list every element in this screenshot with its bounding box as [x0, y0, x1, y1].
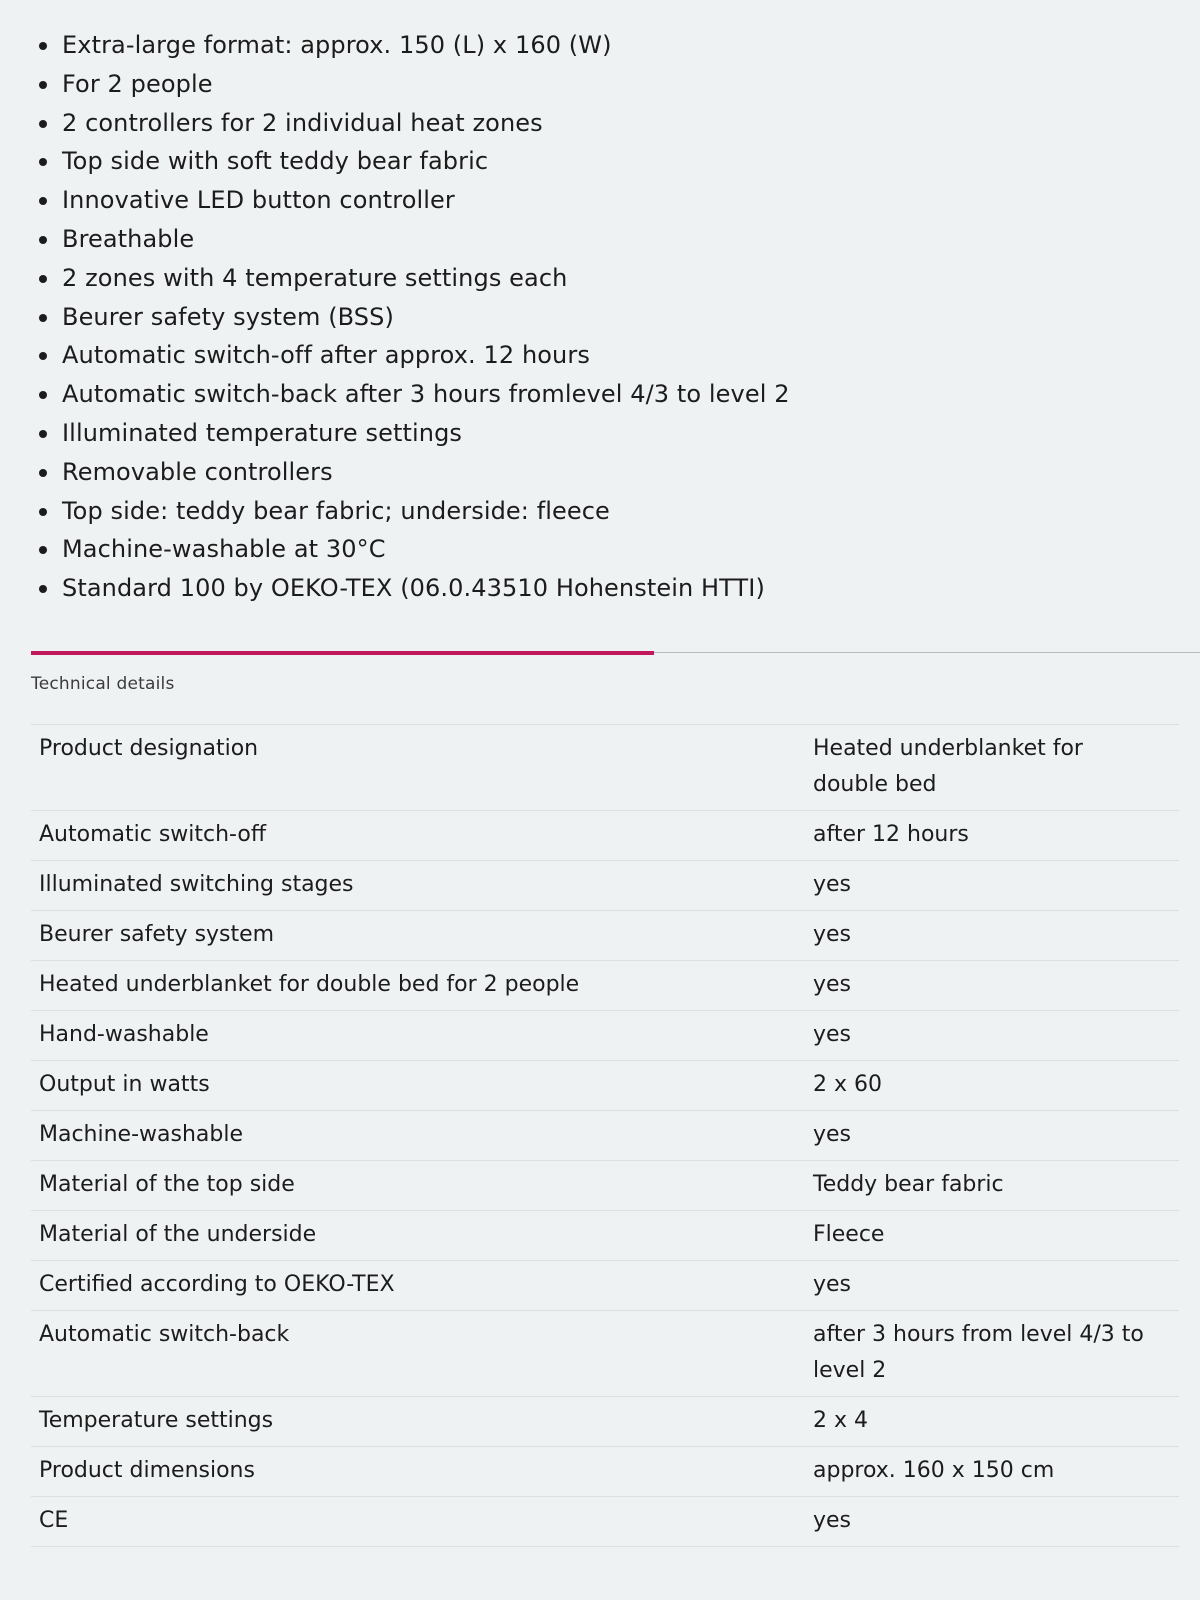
feature-list	[36, 26, 1156, 608]
table-row	[31, 911, 1179, 961]
table-row	[31, 1111, 1179, 1161]
spec-value: 2 x 60	[813, 1072, 882, 1097]
feature-text: Automatic switch-off after approx. 12 hours	[62, 341, 590, 370]
list-item	[36, 492, 1156, 531]
spec-key: Automatic switch-off	[39, 822, 267, 847]
feature-text: Top side with soft teddy bear fabric	[62, 147, 489, 176]
spec-key: Machine-washable	[39, 1122, 244, 1147]
spec-value: Teddy bear fabric	[813, 1172, 1004, 1197]
spec-key: Heated underblanket for double bed for 2 people	[39, 972, 580, 997]
spec-key: Product designation	[39, 736, 259, 761]
bullet-icon	[39, 158, 47, 166]
bullet-icon	[39, 81, 47, 89]
spec-key: Product dimensions	[39, 1458, 255, 1483]
bullet-icon	[39, 469, 47, 477]
bullet-icon	[39, 430, 47, 438]
table-row	[31, 1497, 1179, 1547]
list-item	[36, 220, 1156, 259]
spec-key: Certified according to OEKO-TEX	[39, 1272, 395, 1297]
spec-key: Material of the top side	[39, 1172, 295, 1197]
spec-value: yes	[813, 1122, 852, 1147]
list-item	[36, 142, 1156, 181]
table-row	[31, 961, 1179, 1011]
list-item	[36, 530, 1156, 569]
table-row	[31, 1061, 1179, 1111]
spec-value: approx. 160 x 150 cm	[813, 1458, 1055, 1483]
list-item	[36, 336, 1156, 375]
table-row	[31, 1261, 1179, 1311]
spec-key: Temperature settings	[39, 1408, 274, 1433]
bullet-icon	[39, 120, 47, 128]
feature-text: Top side: teddy bear fabric; underside: fleece	[62, 496, 610, 525]
feature-text: Automatic switch-back after 3 hours fromlevel 4/3 to level 2	[62, 380, 790, 409]
list-item	[36, 26, 1156, 65]
list-item	[36, 453, 1156, 492]
list-item	[36, 181, 1156, 220]
feature-text: Standard 100 by OEKO-TEX (06.0.43510 Hohenstein HTTI)	[62, 574, 765, 603]
table-row	[31, 1311, 1179, 1397]
list-item	[36, 65, 1156, 104]
spec-value: after 3 hours from level 4/3 to level 2	[813, 1322, 1144, 1383]
table-row	[31, 1161, 1179, 1211]
table-row	[31, 811, 1179, 861]
feature-text: Removable controllers	[62, 457, 333, 486]
feature-text: Machine-washable at 30°C	[62, 535, 386, 564]
tab-bar	[31, 651, 1200, 655]
bullet-icon	[39, 391, 47, 399]
spec-value: yes	[813, 1508, 852, 1533]
feature-text: 2 controllers for 2 individual heat zones	[62, 108, 543, 137]
table-row	[31, 1447, 1179, 1497]
bullet-icon	[39, 314, 47, 322]
tab-active-indicator[interactable]	[31, 651, 654, 655]
technical-details-table	[31, 724, 1179, 1547]
spec-value: yes	[813, 872, 852, 897]
table-row	[31, 1211, 1179, 1261]
list-item	[36, 259, 1156, 298]
spec-key: Beurer safety system	[39, 922, 275, 947]
feature-text: Innovative LED button controller	[62, 186, 455, 215]
spec-value: yes	[813, 1022, 852, 1047]
spec-value: Heated underblanket for double bed	[813, 736, 1083, 797]
bullet-icon	[39, 197, 47, 205]
table-row	[31, 1011, 1179, 1061]
feature-text: 2 zones with 4 temperature settings each	[62, 263, 568, 292]
bullet-icon	[39, 275, 47, 283]
feature-text: Illuminated temperature settings	[62, 418, 463, 447]
bullet-icon	[39, 546, 47, 554]
list-item	[36, 414, 1156, 453]
spec-key: Output in watts	[39, 1072, 210, 1097]
spec-key: Material of the underside	[39, 1222, 317, 1247]
spec-key: Illuminated switching stages	[39, 872, 354, 897]
bullet-icon	[39, 352, 47, 360]
table-row	[31, 1397, 1179, 1447]
spec-key: Automatic switch-back	[39, 1322, 290, 1347]
spec-value: after 12 hours	[813, 822, 969, 847]
bullet-icon	[39, 508, 47, 516]
feature-text: Beurer safety system (BSS)	[62, 302, 394, 331]
tab-technical-details[interactable]: Technical details	[31, 674, 175, 694]
spec-key: CE	[39, 1508, 69, 1533]
list-item	[36, 375, 1156, 414]
list-item	[36, 569, 1156, 608]
bullet-icon	[39, 585, 47, 593]
spec-value: yes	[813, 972, 852, 997]
spec-key: Hand-washable	[39, 1022, 209, 1047]
table-row	[31, 861, 1179, 911]
feature-text: Extra-large format: approx. 150 (L) x 160 (W)	[62, 31, 612, 59]
feature-text: For 2 people	[62, 69, 213, 98]
list-item	[36, 104, 1156, 143]
list-item	[36, 298, 1156, 337]
feature-text: Breathable	[62, 224, 195, 253]
spec-value: yes	[813, 1272, 852, 1297]
spec-value: yes	[813, 922, 852, 947]
bullet-icon	[39, 236, 47, 244]
spec-value: 2 x 4	[813, 1408, 868, 1433]
bullet-icon	[39, 42, 47, 50]
table-row	[31, 725, 1179, 811]
spec-value: Fleece	[813, 1222, 885, 1247]
